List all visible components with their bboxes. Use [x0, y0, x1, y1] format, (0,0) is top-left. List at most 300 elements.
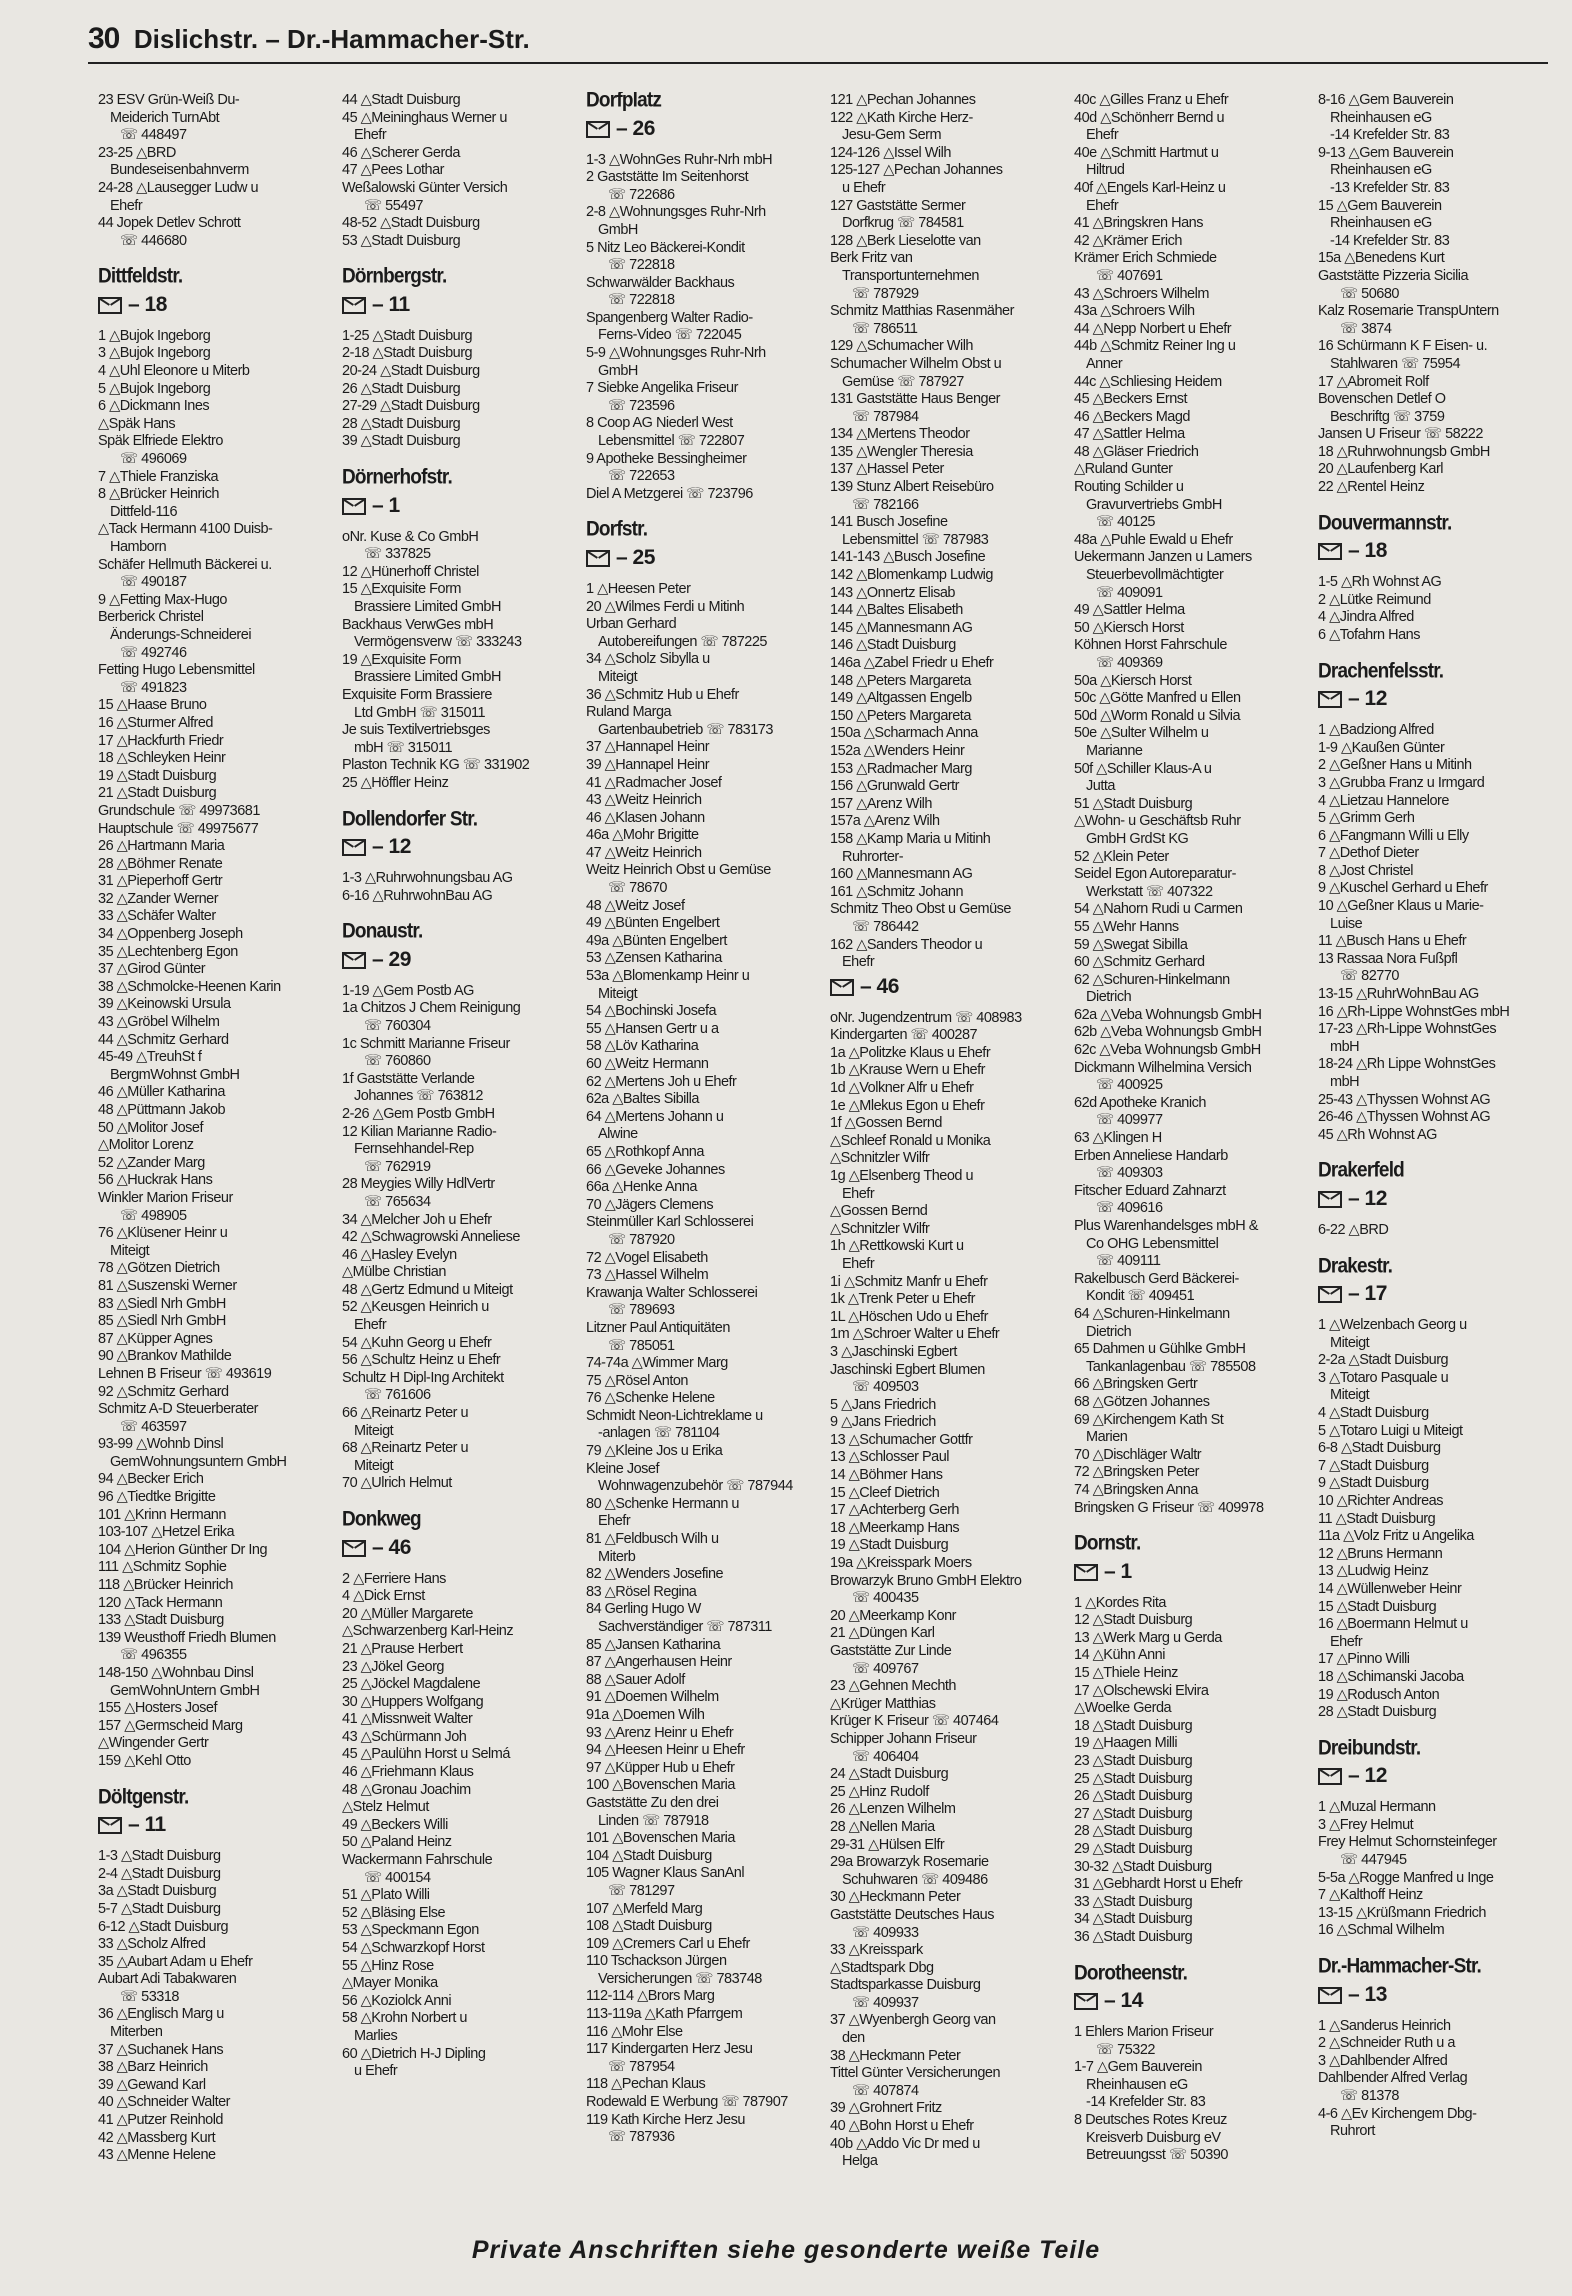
directory-entry: 82 △Wenders Josefine	[586, 1566, 724, 1583]
directory-entry: 112-114 △Brors Marg	[586, 1988, 715, 2005]
directory-entry: Rheinhausen eG	[1330, 162, 1432, 179]
directory-entry: 25 △Höffler Heinz	[342, 774, 449, 791]
directory-entry: 37 △Wyenbergh Georg van	[830, 2012, 996, 2029]
directory-entry: 124-126 △Issel Wilh	[830, 144, 951, 161]
directory-entry: 133 △Stadt Duisburg	[98, 1612, 224, 1629]
phone-number: ☏ 337825	[364, 546, 431, 563]
directory-entry: 16 △Boermann Helmut u	[1318, 1616, 1468, 1633]
directory-entry: 33 △Stadt Duisburg	[1074, 1893, 1193, 1910]
directory-entry: 34 △Scholz Sibylla u	[586, 651, 710, 668]
directory-entry: 104 △Stadt Duisburg	[586, 1847, 712, 1864]
directory-entry: 35 △Aubart Adam u Ehefr	[98, 1953, 253, 1970]
directory-entry: 118 △Brücker Heinrich	[98, 1577, 233, 1594]
directory-entry: 149 △Altgassen Engelb	[830, 690, 972, 707]
directory-entry: -14 Krefelder Str. 83	[1330, 127, 1450, 144]
column-5	[1074, 92, 1310, 2165]
phone-number: ☏ 463597	[120, 1418, 187, 1435]
directory-entry: 25 △Stadt Duisburg	[1074, 1770, 1193, 1787]
directory-entry: 122 △Kath Kirche Herz-	[830, 109, 973, 126]
phone-number: ☏ 409111	[1096, 1253, 1161, 1270]
phone-number: ☏ 787984	[852, 408, 919, 425]
directory-entry: Miterben	[110, 2024, 163, 2041]
directory-entry: Stahlwaren ☏ 75954	[1330, 355, 1461, 372]
directory-entry: 5-9 △Wohnungsges Ruhr-Nrh	[586, 345, 766, 362]
phone-number: ☏ 407691	[1096, 267, 1163, 284]
directory-entry: 7 Siebke Angelika Friseur	[586, 380, 738, 397]
phone-number: ☏ 407874	[852, 2082, 919, 2099]
directory-entry: 34 △Stadt Duisburg	[1074, 1911, 1193, 1928]
envelope-icon	[1318, 1987, 1342, 2004]
directory-entry: Gravurvertriebs GmbH	[1086, 496, 1222, 513]
directory-entry: -14 Krefelder Str. 83	[1086, 2094, 1206, 2111]
envelope-icon	[830, 979, 854, 996]
directory-entry: 36 △Stadt Duisburg	[1074, 1928, 1193, 1945]
directory-entry: 1a △Politzke Klaus u Ehefr	[830, 1044, 991, 1061]
directory-entry: Ehefr	[842, 1185, 875, 1202]
directory-entry: 2-2a △Stadt Duisburg	[1318, 1352, 1449, 1369]
directory-entry: 117 Kindergarten Herz Jesu	[586, 2041, 753, 2058]
directory-entry: 40f △Engels Karl-Heinz u	[1074, 179, 1226, 196]
phone-number: ☏ 40125	[1096, 514, 1155, 531]
directory-entry: 62a △Veba Wohnungsb GmbH	[1074, 1006, 1262, 1023]
directory-entry: 47 △Pees Lothar	[342, 162, 445, 179]
directory-entry: 141 Busch Josefine	[830, 514, 948, 531]
directory-entry: 45 △Rh Wohnst AG	[1318, 1126, 1437, 1143]
directory-entry: 157a △Arenz Wilh	[830, 813, 940, 830]
postal-district	[342, 1535, 578, 1559]
postal-district-number: – 1	[372, 493, 400, 517]
directory-entry: Autobereifungen ☏ 787225	[598, 633, 767, 650]
directory-entry: 43a △Schroers Wilh	[1074, 303, 1195, 320]
directory-entry: 1 Ehlers Marion Friseur	[1074, 2024, 1214, 2041]
directory-entry: Jansen U Friseur ☏ 58222	[1318, 426, 1483, 443]
directory-entry: 46 △Müller Katharina	[98, 1084, 225, 1101]
directory-entry: 41 △Putzer Reinhold	[98, 2112, 223, 2129]
directory-entry: 66 △Reinartz Peter u	[342, 1405, 469, 1422]
directory-entry: 148 △Peters Margareta	[830, 672, 971, 689]
street-heading: Dollendorfer Str.	[342, 807, 478, 831]
directory-entry: 60 △Dietrich H-J Dipling	[342, 2045, 486, 2062]
directory-entry: 94 △Heesen Heinr u Ehefr	[586, 1742, 745, 1759]
directory-entry: 64 △Schuren-Hinkelmann	[1074, 1305, 1230, 1322]
directory-entry: 32 △Zander Werner	[98, 890, 219, 907]
directory-entry: 70 △Ulrich Helmut	[342, 1475, 452, 1492]
directory-entry: 1h △Rettkowski Kurt u	[830, 1238, 964, 1255]
phone-number: ☏ 406404	[852, 1748, 919, 1765]
directory-entry: 19 △Exquisite Form	[342, 651, 462, 668]
directory-entry: 1d △Volkner Alfr u Ehefr	[830, 1080, 974, 1097]
directory-entry: -anlagen ☏ 781104	[598, 1425, 720, 1442]
directory-entry: Ehefr	[1086, 127, 1119, 144]
page-header	[88, 22, 1548, 64]
directory-entry: 16 △Sturmer Alfred	[98, 714, 213, 731]
directory-entry: 18 △Ruhrwohnungsb GmbH	[1318, 443, 1490, 460]
postal-district	[1318, 687, 1554, 711]
directory-entry: Co OHG Lebensmittel	[1086, 1235, 1219, 1252]
directory-entry: 15 △Stadt Duisburg	[1318, 1598, 1437, 1615]
phone-number: ☏ 491823	[120, 679, 187, 696]
directory-entry: 53 △Zensen Katharina	[586, 950, 722, 967]
directory-entry: 42 △Massberg Kurt	[98, 2129, 216, 2146]
phone-number: ☏ 786511	[852, 320, 918, 337]
directory-entry: 2-4 △Stadt Duisburg	[98, 1865, 221, 1882]
directory-entry: 65 Dahmen u Gühlke GmbH	[1074, 1341, 1246, 1358]
directory-entry: 161 △Schmitz Johann	[830, 883, 964, 900]
directory-entry: 6-8 △Stadt Duisburg	[1318, 1440, 1441, 1457]
phone-number: ☏ 3874	[1340, 320, 1392, 337]
directory-entry: Kondit ☏ 409451	[1086, 1288, 1195, 1305]
directory-entry: 30-32 △Stadt Duisburg	[1074, 1858, 1212, 1875]
directory-entry: 5-7 △Stadt Duisburg	[98, 1900, 221, 1917]
page-number: 30	[88, 22, 120, 55]
directory-entry: Dittfeld-116	[110, 503, 178, 520]
directory-entry: Grundschule ☏ 49973681	[98, 802, 260, 819]
directory-entry: Miteigt	[1330, 1387, 1370, 1404]
directory-entry: 26-46 △Thyssen Wohnst AG	[1318, 1109, 1491, 1126]
directory-entry: 70 △Dischläger Waltr	[1074, 1446, 1202, 1463]
directory-entry: 5 △Totaro Luigi u Miteigt	[1318, 1422, 1463, 1439]
postal-district	[1318, 539, 1554, 563]
directory-entry: 93 △Arenz Heinr u Ehefr	[586, 1724, 734, 1741]
phone-number: ☏ 82770	[1340, 968, 1399, 985]
directory-entry: Fernsehhandel-Rep	[354, 1141, 474, 1158]
footer-note: Private Anschriften siehe gesonderte weiße Teile	[471, 2236, 1101, 2264]
directory-entry: 4 △Stadt Duisburg	[1318, 1405, 1429, 1422]
directory-entry: 27-29 △Stadt Duisburg	[342, 398, 480, 415]
directory-entry: 60 △Weitz Hermann	[586, 1056, 709, 1072]
directory-entry: △Späk Hans	[98, 415, 176, 432]
directory-entry: 23 △Jökel Georg	[342, 1658, 444, 1675]
directory-entry: Steuerbevollmächtigter	[1086, 567, 1224, 584]
phone-number: ☏ 787954	[608, 2058, 675, 2075]
directory-entry: Änderungs-Schneiderei	[110, 626, 252, 643]
directory-entry: Gaststätte Zur Linde	[830, 1643, 952, 1660]
directory-entry: 44b △Schmitz Reiner Ing u	[1074, 338, 1236, 355]
directory-entry: Rheinhausen eG	[1086, 2076, 1188, 2093]
directory-entry: 3 △Jaschinski Egbert	[830, 1343, 957, 1360]
directory-entry: 1f Gaststätte Verlande	[342, 1070, 475, 1087]
directory-entry: 143 △Onnertz Elisab	[830, 584, 955, 601]
directory-entry: 13 △Ludwig Heinz	[1318, 1563, 1429, 1580]
directory-entry: 70 △Jägers Clemens	[586, 1196, 714, 1213]
phone-number: ☏ 78670	[608, 880, 667, 897]
directory-entry: 49 △Beckers Willi	[342, 1816, 448, 1833]
directory-entry: Ruland Marga	[586, 704, 672, 721]
directory-entry: Routing Schilder u	[1074, 479, 1184, 496]
directory-entry: 50 △Molitor Josef	[98, 1119, 204, 1136]
directory-entry: 1-19 △Gem Postb AG	[342, 982, 474, 999]
street-heading: Drachenfelsstr.	[1318, 659, 1444, 683]
directory-entry: 40 △Schneider Walter	[98, 2094, 230, 2111]
directory-entry: 37 △Hannapel Heinr	[586, 739, 710, 756]
directory-entry: 116 △Mohr Else	[586, 2023, 683, 2040]
directory-entry: 52 △Keusgen Heinrich u	[342, 1299, 489, 1316]
directory-entry: Seidel Egon Autoreparatur-	[1074, 866, 1236, 883]
directory-entry: △Woelke Gerda	[1074, 1700, 1172, 1717]
directory-entry: 52 △Klein Peter	[1074, 848, 1169, 865]
directory-entry: 3 △Bujok Ingeborg	[98, 345, 211, 362]
directory-entry: Miteigt	[110, 1242, 150, 1259]
directory-entry: 66a △Henke Anna	[586, 1179, 697, 1196]
phone-number: ☏ 400435	[852, 1590, 919, 1607]
directory-entry: 137 △Hassel Peter	[830, 461, 944, 478]
directory-entry: 16 △Rh-Lippe WohnstGes mbH	[1318, 1003, 1510, 1020]
directory-entry: Miteigt	[1330, 1334, 1370, 1351]
directory-entry: 1 △Badziong Alfred	[1318, 722, 1434, 739]
street-heading: Drakerfeld	[1318, 1159, 1404, 1183]
directory-entry: Schuhwaren ☏ 409486	[842, 1871, 988, 1888]
directory-entry: 26 △Stadt Duisburg	[342, 380, 461, 397]
envelope-icon	[1318, 691, 1342, 708]
phone-number: ☏ 765634	[364, 1193, 431, 1210]
directory-entry: Dahlbender Alfred Verlag	[1318, 2070, 1468, 2087]
directory-entry: 91a △Doemen Wilh	[586, 1706, 705, 1723]
directory-entry: Weßalowski Günter Versich	[342, 179, 508, 196]
phone-number: ☏ 761606	[364, 1387, 431, 1404]
directory-entry: 74 △Bringsken Anna	[1074, 1481, 1198, 1498]
postal-district-number: – 17	[1348, 1282, 1387, 1306]
directory-entry: 15 △Gem Bauverein	[1318, 197, 1442, 214]
street-heading: Drakestr.	[1318, 1254, 1393, 1278]
envelope-icon	[586, 550, 610, 567]
directory-entry: 17 △Pinno Willi	[1318, 1651, 1410, 1668]
directory-entry: 39 △Gewand Karl	[98, 2076, 206, 2093]
postal-district	[1074, 1559, 1310, 1583]
directory-entry: 2-18 △Stadt Duisburg	[342, 345, 473, 362]
directory-entry: 6 △Tofahrn Hans	[1318, 626, 1420, 643]
directory-entry: 8-16 △Gem Bauverein	[1318, 92, 1454, 108]
directory-entry: Berk Fritz van	[830, 250, 913, 267]
postal-district	[1074, 1989, 1310, 2013]
directory-entry: 16 Schürmann K F Eisen- u.	[1318, 338, 1488, 355]
directory-entry: 40 △Bohn Horst u Ehefr	[830, 2118, 974, 2135]
directory-entry: 35 △Lechtenberg Egon	[98, 943, 238, 960]
phone-number: ☏ 722653	[608, 468, 675, 485]
phone-number: ☏ 409091	[1096, 584, 1163, 601]
street-heading: Dorfstr.	[586, 518, 648, 542]
directory-entry: 58 △Krohn Norbert u	[342, 2010, 467, 2027]
column-2	[342, 92, 578, 2081]
directory-entry: 128 △Berk Lieselotte van	[830, 232, 981, 249]
page-title: Dislichstr. – Dr.-Hammacher-Str.	[133, 24, 530, 54]
directory-entry: Schipper Johann Friseur	[830, 1730, 977, 1747]
directory-entry: 48 △Püttmann Jakob	[98, 1102, 226, 1119]
directory-entry: Kalz Rosemarie TranspUntern	[1318, 303, 1499, 320]
directory-entry: 18 △Schimanski Jacoba	[1318, 1668, 1464, 1685]
directory-entry: 9-13 △Gem Bauverein	[1318, 144, 1454, 161]
directory-entry: Versicherungen ☏ 783748	[598, 1970, 762, 1987]
directory-entry: Lehnen B Friseur ☏ 493619	[98, 1365, 272, 1382]
postal-district-number: – 25	[616, 546, 655, 570]
phone-number: ☏ 400154	[364, 1869, 431, 1886]
directory-entry: 1f △Gossen Bernd	[830, 1115, 942, 1132]
postal-district-number: – 18	[128, 292, 167, 316]
directory-entry: 9 △Jans Friedrich	[830, 1414, 936, 1431]
directory-entry: 15 △Exquisite Form	[342, 581, 462, 598]
directory-entry: GmbH	[598, 221, 638, 238]
directory-entry: 4 △Jindra Alfred	[1318, 609, 1414, 626]
directory-entry: 48a △Puhle Ewald u Ehefr	[1074, 531, 1233, 548]
directory-entry: 101 △Bovenschen Maria	[586, 1830, 735, 1847]
directory-entry: 2 △Lütke Reimund	[1318, 591, 1431, 608]
directory-entry: Jesu-Gem Serm	[842, 127, 942, 144]
directory-entry: 23 ESV Grün-Weiß Du-	[98, 92, 240, 108]
street-heading: Dornstr.	[1074, 1532, 1141, 1556]
directory-entry: Uekermann Janzen u Lamers	[1074, 549, 1252, 566]
phone-number: ☏ 490187	[120, 574, 187, 591]
directory-entry: 13 △Schumacher Gottfr	[830, 1431, 973, 1448]
directory-entry: Plus Warenhandelsges mbH &	[1074, 1218, 1258, 1234]
column-4	[830, 92, 1066, 2171]
directory-entry: 41 △Radmacher Josef	[586, 774, 722, 791]
directory-entry: Berberick Christel	[98, 609, 204, 626]
directory-entry: Je suis Textilvertriebsges	[342, 722, 490, 739]
directory-entry: Miteigt	[354, 1457, 394, 1474]
directory-entry: 90 △Brankov Mathilde	[98, 1348, 232, 1365]
directory-entry: 93-99 △Wohnb Dinsl	[98, 1436, 224, 1453]
street-heading: Dr.-Hammacher-Str.	[1318, 1954, 1482, 1979]
directory-entry: Ehefr	[354, 127, 387, 144]
directory-entry: △Schnitzler Wilfr	[830, 1220, 930, 1237]
directory-entry: 58 △Löv Katharina	[586, 1038, 699, 1055]
postal-district	[342, 947, 578, 971]
directory-entry: 29 △Stadt Duisburg	[1074, 1840, 1193, 1857]
directory-entry: 159 △Kehl Otto	[98, 1752, 191, 1769]
directory-entry: Schmitz Theo Obst u Gemüse	[830, 901, 1011, 918]
directory-entry: 19 △Haagen Milli	[1074, 1735, 1178, 1752]
directory-entry: oNr. Jugendzentrum ☏ 408983	[830, 1009, 1022, 1026]
phone-number: ☏ 722686	[608, 186, 675, 203]
directory-entry: Hamborn	[110, 539, 167, 556]
postal-district-number: – 12	[1348, 687, 1387, 711]
directory-entry: 25 △Hinz Rudolf	[830, 1783, 929, 1800]
directory-entry: Lebensmittel ☏ 787983	[842, 531, 989, 548]
directory-entry: 2 △Ferriere Hans	[342, 1570, 446, 1587]
directory-entry: △Krüger Matthias	[830, 1695, 936, 1712]
directory-entry: mbH	[1330, 1074, 1360, 1090]
directory-entry: Wohnwagenzubehör ☏ 787944	[598, 1478, 793, 1495]
phone-number: ☏ 55497	[364, 197, 423, 214]
directory-entry: Ferns-Video ☏ 722045	[598, 327, 742, 344]
directory-entry: 75 △Rösel Anton	[586, 1372, 689, 1389]
directory-entry: Schultz H Dipl-Ing Architekt	[342, 1369, 504, 1386]
directory-entry: 46 △Beckers Magd	[1074, 408, 1190, 425]
directory-entry: 8 Coop AG Niederl West	[586, 415, 733, 432]
directory-entry: 134 △Mertens Theodor	[830, 426, 970, 443]
directory-entry: 36 △Schmitz Hub u Ehefr	[586, 686, 739, 703]
directory-entry: 49a △Bünten Engelbert	[586, 932, 727, 949]
directory-entry: Transportunternehmen	[842, 267, 979, 284]
phone-number: ☏ 496069	[120, 451, 187, 468]
directory-entry: 5-5a △Rogge Manfred u Inge	[1318, 1869, 1494, 1886]
directory-entry: 28 △Nellen Maria	[830, 1818, 935, 1835]
directory-entry: 8 △Brücker Heinrich	[98, 486, 219, 503]
directory-entry: Gartenbaubetrieb ☏ 783173	[598, 721, 773, 738]
directory-entry: 25 △Jöckel Magdalene	[342, 1676, 481, 1693]
directory-entry: 55 △Hansen Gertr u a	[586, 1020, 719, 1037]
directory-entry: 48 △Gronau Joachim	[342, 1781, 471, 1798]
postal-district-number: – 12	[1348, 1764, 1387, 1788]
directory-entry: 50 △Paland Heinz	[342, 1834, 452, 1851]
directory-entry: Hauptschule ☏ 49975677	[98, 820, 259, 837]
directory-entry: 111 △Schmitz Sophie	[98, 1559, 227, 1576]
directory-entry: 39 △Stadt Duisburg	[342, 433, 461, 450]
directory-entry: 53a △Blomenkamp Heinr u	[586, 968, 750, 985]
directory-entry: 1 △Bujok Ingeborg	[98, 327, 211, 344]
directory-entry: GemWohnungsuntern GmbH	[110, 1453, 287, 1470]
directory-entry: mbH ☏ 315011	[354, 739, 453, 756]
directory-entry: 72 △Vogel Elisabeth	[586, 1249, 708, 1266]
directory-entry: Miterb	[598, 1548, 636, 1565]
directory-entry: 39 △Hannapel Heinr	[586, 756, 710, 773]
directory-entry: Schumacher Wilhelm Obst u	[830, 355, 1002, 372]
directory-entry: 26 △Stadt Duisburg	[1074, 1788, 1193, 1805]
directory-entry: 52 △Bläsing Else	[342, 1904, 446, 1921]
directory-entry: 4 △Uhl Eleonore u Miterb	[98, 363, 250, 380]
directory-entry: 14 △Böhmer Hans	[830, 1467, 943, 1484]
directory-entry: 81 △Feldbusch Wilh u	[586, 1531, 719, 1548]
directory-entry: Krüger K Friseur ☏ 407464	[830, 1713, 999, 1730]
directory-entry: Schmitz Matthias Rasenmäher	[830, 303, 1014, 320]
directory-entry: 45 △Paulühn Horst u Selmá	[342, 1746, 510, 1763]
directory-entry: 15a △Benedens Kurt	[1318, 250, 1445, 267]
directory-entry: 11 △Stadt Duisburg	[1318, 1510, 1436, 1527]
phone-number: ☏ 722818	[608, 292, 675, 309]
directory-entry: Ruhrorter-	[842, 848, 904, 865]
postal-district-number: – 11	[372, 292, 410, 316]
directory-entry: △Schwarzenberg Karl-Heinz	[342, 1623, 514, 1640]
phone-number: ☏ 81378	[1340, 2087, 1399, 2104]
directory-entry: 85 △Siedl Nrh GmbH	[98, 1313, 226, 1330]
directory-entry: 50 △Kiersch Horst	[1074, 619, 1184, 636]
directory-entry: 11 △Busch Hans u Ehefr	[1318, 933, 1467, 950]
directory-entry: 60 △Schmitz Gerhard	[1074, 954, 1205, 971]
directory-entry: 20 △Wilmes Ferdi u Mitinh	[586, 598, 745, 615]
directory-entry: Beschriftg ☏ 3759	[1330, 408, 1445, 425]
postal-district	[586, 546, 822, 570]
directory-entry: 15 △Haase Bruno	[98, 697, 207, 714]
directory-entry: 29a Browarzyk Rosemarie	[830, 1854, 989, 1871]
directory-entry: 2 Gaststätte Im Seitenhorst	[586, 169, 749, 186]
phone-number: ☏ 446680	[120, 232, 187, 249]
directory-entry: 38 △Heckmann Peter	[830, 2047, 961, 2064]
directory-entry: 1 △Heesen Peter	[586, 580, 691, 597]
postal-district-number: – 12	[372, 835, 411, 859]
directory-entry: Hiltrud	[1086, 162, 1125, 179]
street-heading: Donaustr.	[342, 920, 423, 944]
directory-entry: 104 △Herion Günther Dr Ing	[98, 1541, 268, 1558]
directory-entry: Rheinhausen eG	[1330, 215, 1432, 232]
envelope-icon	[98, 1817, 122, 1834]
phone-number: ☏ 409933	[852, 1924, 919, 1941]
directory-entry: 141-143 △Busch Josefine	[830, 549, 986, 566]
directory-entry: 162 △Sanders Theodor u	[830, 936, 983, 953]
directory-entry: 20 △Laufenberg Karl	[1318, 461, 1443, 478]
directory-entry: Kindergarten ☏ 400287	[830, 1027, 978, 1044]
directory-entry: 12 △Bruns Hermann	[1318, 1545, 1443, 1562]
directory-entry: 146 △Stadt Duisburg	[830, 637, 956, 654]
phone-number: ☏ 782166	[852, 496, 919, 513]
directory-entry: 83 △Rösel Regina	[586, 1583, 697, 1600]
directory-entry: 3 △Grubba Franz u Irmgard	[1318, 774, 1485, 791]
directory-entry: △Mayer Monika	[342, 1975, 438, 1992]
directory-entry: Johannes ☏ 763812	[354, 1088, 483, 1105]
directory-entry: 158 △Kamp Maria u Mitinh	[830, 830, 991, 847]
directory-entry: Urban Gerhard	[586, 616, 677, 633]
directory-entry: 1a Chitzos J Chem Reinigung	[342, 1000, 521, 1017]
directory-entry: 43 △Schroers Wilhelm	[1074, 285, 1209, 302]
directory-entry: 46 △Klasen Johann	[586, 809, 705, 826]
